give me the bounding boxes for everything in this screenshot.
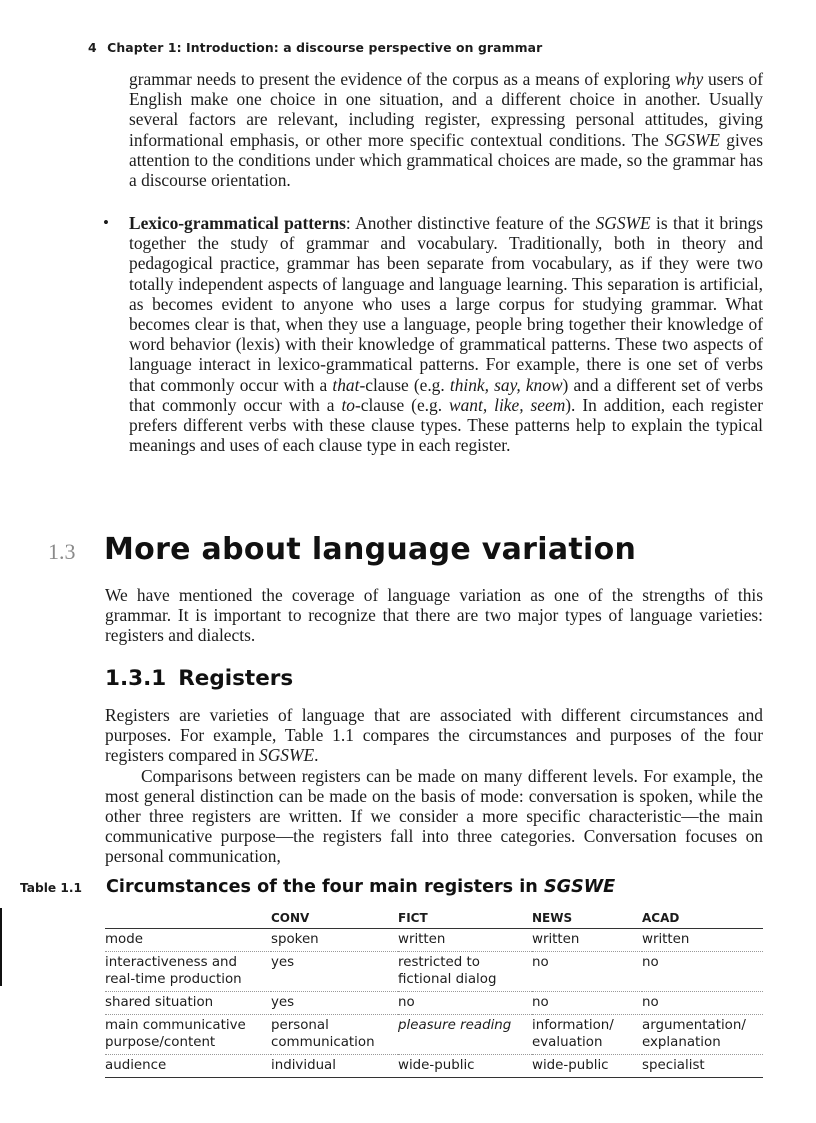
registers-paragraph-2: Comparisons between registers can be made on many different levels. For example, the most general distinction can be made on the basis of mode: conversation is spoken, while the other three registers are written. If we consider a more specific characteristic—the main communicative purpose—the registers fall into three categories. Conversation focuses on personal communication,	[105, 765, 763, 867]
continuation-paragraph: grammar needs to present the evidence of the corpus as a means of exploring why users of English make one choice in one situation, and a different choice in another. Usually several factors are relevant, including register, expressing personal attitudes, giving informational emphasis, or other more specific contextual conditions. The SGSWE gives attention to the conditions under which grammatical choices are made, so the grammar has a discourse orientation.	[129, 69, 763, 191]
table-cell: no	[532, 952, 642, 992]
table-cell: pleasure reading	[398, 1015, 532, 1055]
table-title: Circumstances of the four main registers in SGSWE	[106, 877, 616, 897]
table-row	[105, 1015, 763, 1055]
bullet-text: Lexico-grammatical patterns: Another distinctive feature of the SGSWE is that it brings together the study of grammar and vocabulary. Traditionally, both in theory and pedagogical practice, grammar has been separate from vocabulary, as if they were two totally independent aspects of language and language learning. This separation is artificial, as becomes evident to anyone who uses a large corpus for studying grammar. What becomes clear is that, when they use a language, people bring together their knowledge of word behavior (lexis) with their knowledge of grammatical patterns. These two aspects of language interact in lexico-grammatical patterns. For example, there is one set of verbs that commonly occur with a that-clause (e.g. think, say, know) and a different set of verbs that commonly occur with a to-clause (e.g. want, like, seem). In addition, each register prefers different verbs with these clause types. These patterns help to explain the typical meanings and uses of each clause type in each register.	[129, 213, 763, 456]
row-label: shared situation	[105, 992, 271, 1015]
subsection-number: 1.3.1	[105, 666, 167, 691]
section-number: 1.3	[48, 539, 76, 564]
subsection-title: Registers	[178, 666, 294, 691]
table-cell: yes	[271, 992, 398, 1015]
table-cell: information/ evaluation	[532, 1015, 642, 1055]
registers-table	[105, 908, 763, 1078]
header-cell: FICT	[398, 908, 532, 929]
table-cell: no	[398, 992, 532, 1015]
row-label: audience	[105, 1055, 271, 1078]
bullet-term: Lexico-grammatical patterns	[129, 213, 346, 233]
table-cell: no	[642, 952, 763, 992]
chapter-title: Chapter 1: Introduction: a discourse perspective on grammar	[107, 40, 543, 55]
header-cell: NEWS	[532, 908, 642, 929]
table-row	[105, 929, 763, 952]
row-label: interactiveness and real-time production	[105, 952, 271, 992]
table-cell: personal communication	[271, 1015, 398, 1055]
table-row	[105, 992, 763, 1015]
registers-body	[105, 705, 763, 867]
table-cell: specialist	[642, 1055, 763, 1078]
table-cell: written	[532, 929, 642, 952]
table-cell: written	[398, 929, 532, 952]
page-number: 4	[88, 40, 97, 55]
row-label: mode	[105, 929, 271, 952]
section-heading	[48, 532, 636, 567]
table-header-row	[105, 908, 763, 929]
table-cell: written	[642, 929, 763, 952]
table-label: Table 1.1	[20, 881, 82, 895]
header-cell	[105, 908, 271, 929]
table-cell: no	[642, 992, 763, 1015]
margin-bar	[0, 908, 2, 986]
table-cell: argumentation/ explanation	[642, 1015, 763, 1055]
table-row	[105, 952, 763, 992]
bullet-icon: •	[103, 213, 109, 232]
subsection-heading	[105, 666, 293, 691]
registers-paragraph-1: Registers are varieties of language that are associated with different circumstances and purposes. For example, Table 1.1 compares the circumstances and purposes of the four registers compared in SGSWE.	[105, 705, 763, 766]
section-intro: We have mentioned the coverage of language variation as one of the strengths of this grammar. It is important to recognize that there are two major types of language varieties: registers and dialects.	[105, 585, 763, 646]
section-title: More about language variation	[104, 532, 637, 567]
table-cell: wide-public	[398, 1055, 532, 1078]
table-cell: wide-public	[532, 1055, 642, 1078]
table-cell: no	[532, 992, 642, 1015]
table-row	[105, 1055, 763, 1078]
table-caption	[20, 877, 764, 897]
row-label: main communicative purpose/content	[105, 1015, 271, 1055]
table-cell: restricted to fictional dialog	[398, 952, 532, 992]
running-head	[88, 40, 542, 55]
header-cell: CONV	[271, 908, 398, 929]
header-cell: ACAD	[642, 908, 763, 929]
table-cell: individual	[271, 1055, 398, 1078]
table-cell: yes	[271, 952, 398, 992]
table-cell: spoken	[271, 929, 398, 952]
bullet-lexico-grammatical	[103, 213, 763, 455]
